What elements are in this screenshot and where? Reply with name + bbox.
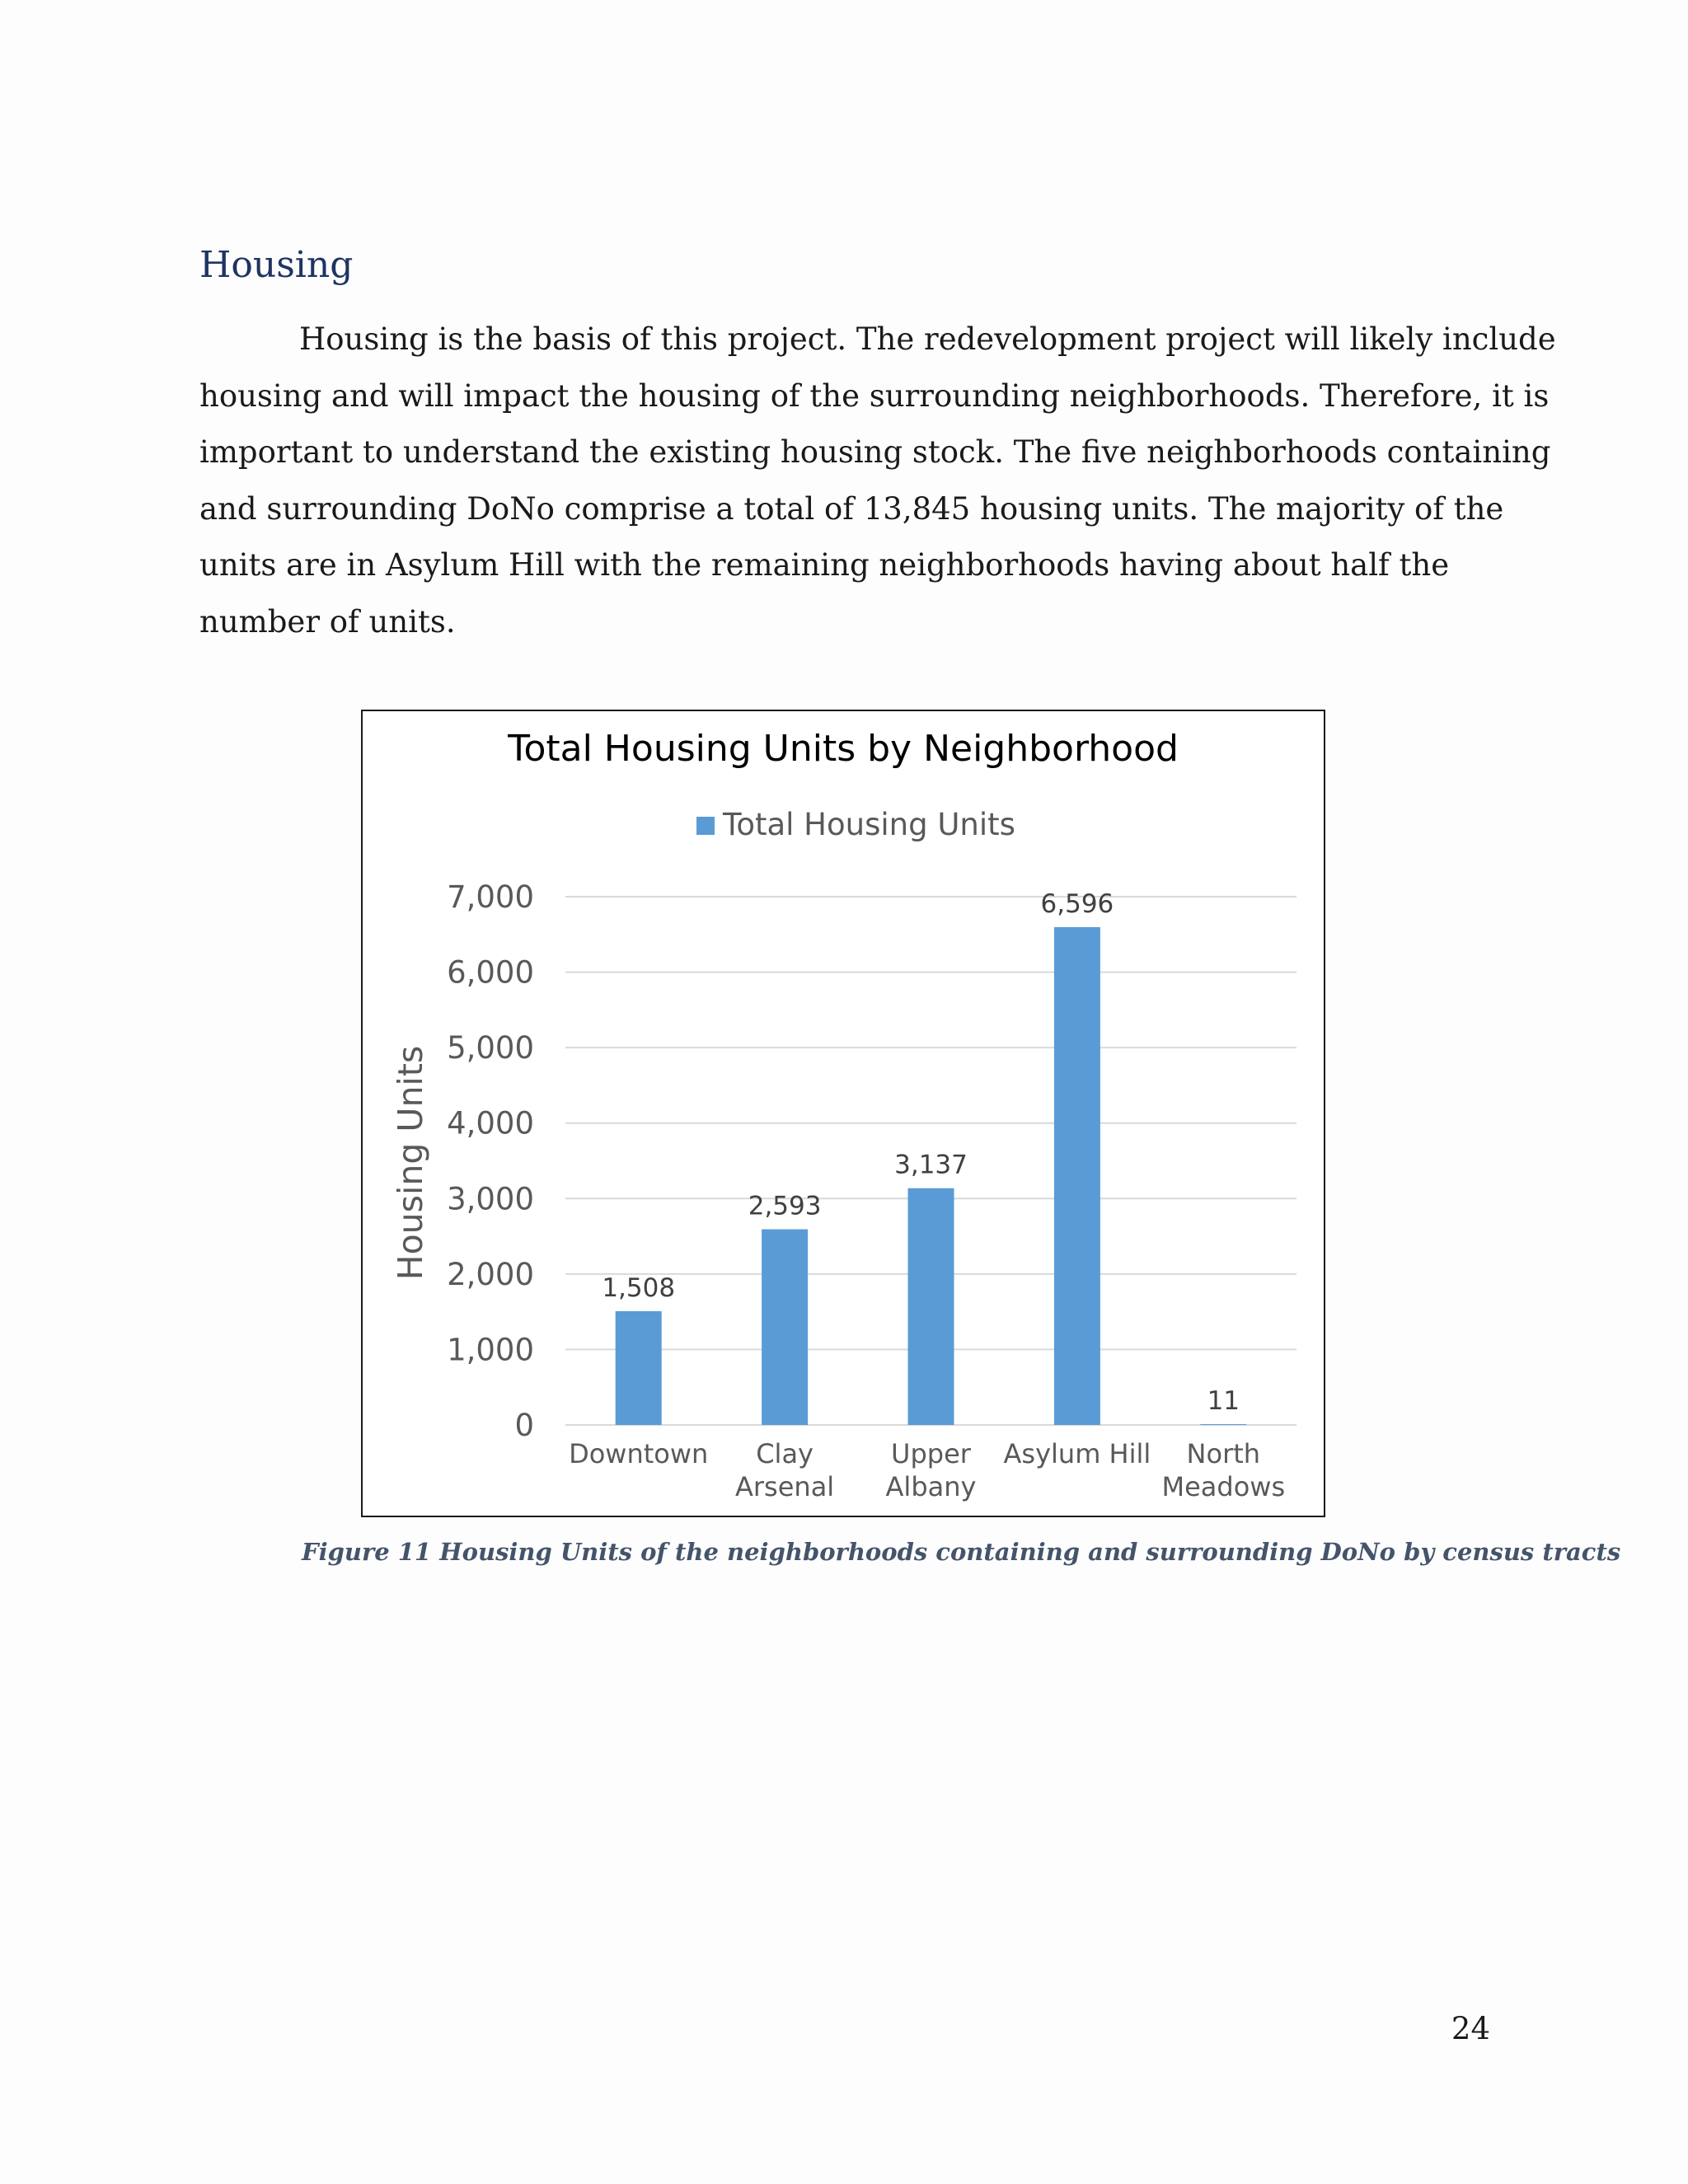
x-tick-label: Asylum Hill (1003, 1438, 1151, 1469)
y-tick-label: 5,000 (447, 1030, 534, 1066)
y-tick-label: 3,000 (447, 1181, 534, 1217)
body-paragraph (199, 312, 1556, 650)
paragraph-line: and surrounding DoNo comprise a total of 13,845 housing units. The majority of the (199, 490, 1504, 527)
bar (762, 1230, 808, 1425)
section-heading: Housing (199, 244, 354, 286)
paragraph-line: number of units. (199, 603, 456, 640)
x-tick-label: Albany (885, 1471, 977, 1502)
bar (616, 1311, 662, 1425)
y-tick-label: 2,000 (447, 1256, 534, 1292)
data-label: 2,593 (748, 1191, 822, 1221)
y-tick-label: 4,000 (447, 1105, 534, 1141)
x-tick-label: Downtown (569, 1438, 709, 1469)
bar (908, 1188, 954, 1425)
page-number: 24 (1451, 2011, 1490, 2046)
figure-caption: Figure 11 Housing Units of the neighborhoods containing and surrounding DoNo by census tracts (302, 1538, 1621, 1566)
data-label: 3,137 (894, 1150, 968, 1180)
x-tick-label: Clay (756, 1438, 814, 1469)
y-tick-label: 6,000 (447, 954, 534, 991)
data-label: 11 (1207, 1385, 1240, 1416)
data-label: 6,596 (1040, 888, 1114, 919)
data-label: 1,508 (602, 1272, 676, 1303)
bar (1200, 1424, 1246, 1425)
x-tick-label: Upper (891, 1438, 971, 1469)
y-tick-label: 7,000 (447, 879, 534, 915)
legend-label: Total Housing Units (723, 807, 1015, 842)
chart-title: Total Housing Units by Neighborhood (508, 728, 1179, 770)
bar-chart (363, 711, 1323, 1515)
paragraph-line: housing and will impact the housing of the surrounding neighborhoods. Therefore, it is (199, 377, 1550, 414)
x-tick-label: Arsenal (735, 1471, 835, 1502)
legend-swatch (696, 817, 715, 835)
x-tick-label: North (1186, 1438, 1261, 1469)
chart-frame (361, 710, 1325, 1517)
paragraph-line: Housing is the basis of this project. The redevelopment project will likely include (299, 321, 1556, 357)
x-tick-label: Meadows (1161, 1471, 1286, 1502)
paragraph-line: important to understand the existing housing stock. The five neighborhoods containing (199, 434, 1551, 470)
y-tick-label: 0 (514, 1408, 534, 1443)
paragraph-line: units are in Asylum Hill with the remaining neighborhoods having about half the (199, 547, 1450, 583)
y-axis-title: Housing Units (391, 1045, 430, 1281)
y-tick-label: 1,000 (447, 1332, 534, 1368)
bar (1054, 927, 1100, 1425)
